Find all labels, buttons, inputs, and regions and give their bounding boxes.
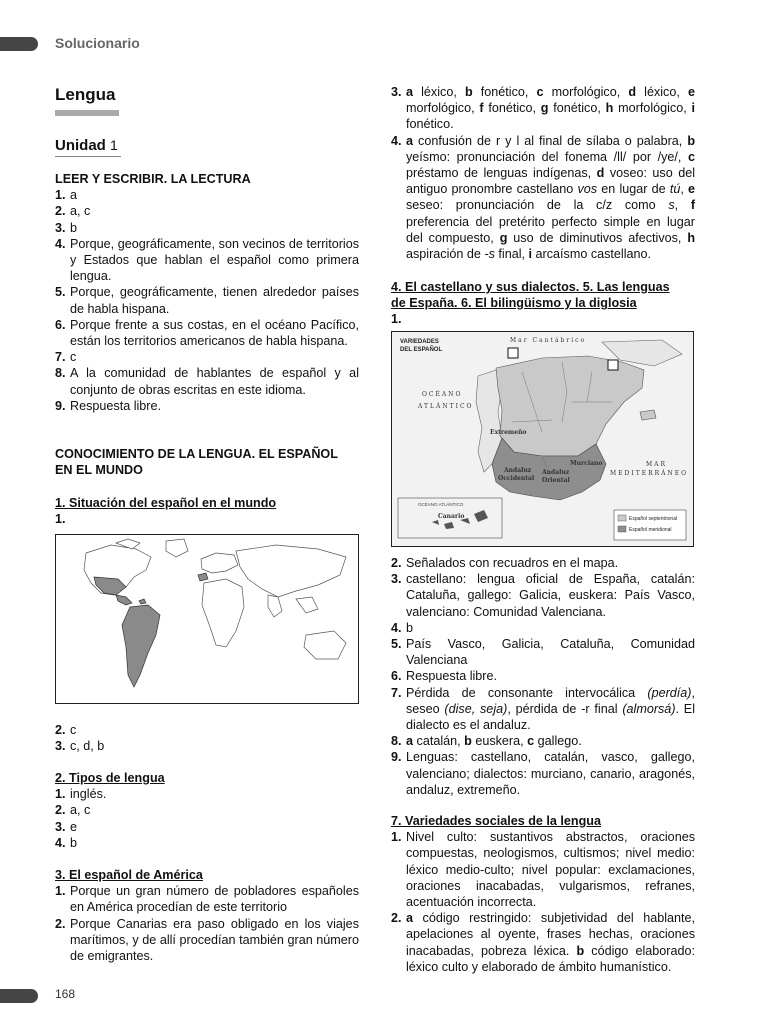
marker-square-galicia [508, 348, 518, 358]
social-title: 7. Variedades sociales de la lengua [391, 814, 602, 828]
dialects-title-line2: de España. 6. El bilingüismo y la diglosia [391, 296, 637, 311]
med-label-line2: MEDITERRÁNEO [610, 470, 689, 477]
types-title: 2. Tipos de lengua [55, 771, 165, 785]
language-title-line1: CONOCIMIENTO DE LA LENGUA. EL ESPAÑOL [55, 447, 338, 461]
list-item: 2. Señalados con recuadros en el mapa. [391, 556, 619, 570]
situation-item-number: 1. [55, 512, 66, 527]
types-section [55, 770, 359, 851]
list-item: 6. Respuesta libre. [391, 669, 498, 684]
list-item: 5. Porque, geográficamente, tienen alrededor países de habla hispana. [55, 285, 359, 316]
list-item: 3. e [55, 819, 78, 834]
list-item: 2. a, c [55, 204, 91, 219]
dialects-title-line1: 4. El castellano y sus dialectos. 5. Las lenguas [391, 280, 670, 294]
ocean-label-line2: ATLÁNTICO [418, 403, 474, 410]
label-murciano: Murciano [570, 460, 603, 467]
dialects-item-number: 1. [391, 312, 402, 327]
unit-heading [55, 137, 121, 157]
language-section [55, 446, 359, 478]
marker-square-catalonia [608, 360, 618, 370]
list-item: 9. Respuesta libre. [55, 398, 162, 413]
list-item: 1. inglés. [55, 787, 107, 802]
dialects-answers [391, 555, 695, 798]
dialects-section [391, 279, 695, 328]
inset-ocean-label: OCÉANO ATLÁNTICO [418, 502, 464, 507]
list-item: 2. c [55, 723, 77, 737]
list-item: 5. País Vasco, Galicia, Cataluña, Comunidad Valenciana [391, 637, 695, 668]
social-section [391, 813, 695, 975]
list-item: 7. c [55, 350, 77, 365]
med-label-line1: MAR [646, 461, 667, 468]
page-number: 168 [55, 987, 76, 1001]
map-title-line2: DEL ESPAÑOL [400, 347, 443, 353]
language-title-line2: EN EL MUNDO [55, 463, 143, 478]
list-item: 2. Porque Canarias era paso obligado en los viajes marítimos, y de allí procedían también gran número de emigrantes. [55, 916, 359, 964]
label-andaluz-occ-1: Andaluz [504, 467, 532, 474]
list-item: 1. Porque un gran número de pobladores españoles en América procedían de este territorio [55, 884, 359, 915]
footer-tab [0, 989, 38, 1003]
unit-number: 1 [110, 137, 118, 153]
list-item: 3. a léxico, b fonético, c morfológico, d léxico, e morfológico, f fonético, g fonético, h morfológico, i fonético. [391, 85, 695, 132]
unit-label: Unidad [55, 137, 106, 154]
label-canario: Canario [438, 513, 465, 520]
list-item: 4. a confusión de r y l al final de sílaba o palabra, b yeísmo: pronunciación del fonema /ll/ por /ye/, c préstamo de lenguas indígenas, d voseo: uso del antiguo pronombre castellano vos en lugar de tú, e seseo: pronunciación de la c/z como s, f preferencia del pretérito perfecto simple en lugar del compuesto, g uso de diminutivos afectivos, h aspiración de -s final, i arcaísmo castellano. [391, 133, 696, 262]
map-title-line1: VARIEDADES [400, 339, 439, 345]
section-heading: Lengua [55, 85, 116, 104]
right-items-3-4 [391, 84, 695, 262]
america-title: 3. El español de América [55, 868, 203, 882]
list-item: 2. a, c [55, 803, 91, 818]
situation-section [55, 495, 359, 527]
legend-south: Español meridional [629, 527, 672, 533]
list-item: 6. Porque frente a sus costas, en el océano Pacífico, están los territorios americanos de habla hispana. [55, 317, 359, 349]
sea-north-label: Mar Cantábrico [510, 337, 587, 344]
list-item: 1. a [55, 188, 78, 203]
list-item: 4. b [391, 620, 414, 635]
situation-answers [55, 722, 359, 754]
situation-title: 1. Situación del español en el mundo [55, 496, 277, 510]
list-item: 3. b [55, 220, 78, 235]
label-andaluz-or-2: Oriental [542, 477, 570, 484]
map-legend [614, 510, 686, 540]
list-item: 2. a código restringido: subjetividad del hablante, apelaciones al oyente, frases hechas, oraciones inacabadas, pobreza léxica. b código elaborado: léxico culto y elaborado de ámbito humanístico. [391, 911, 696, 974]
list-item: 3. c, d, b [55, 739, 105, 754]
spain-dialect-map [392, 332, 693, 546]
list-item: 8. A la comunidad de hablantes de español y al conjunto de obras escritas en este idioma. [55, 366, 359, 397]
label-andaluz-or-1: Andaluz [542, 469, 570, 476]
list-item: 9. Lenguas: castellano, catalán, vasco, gallego, valenciano; dialectos: murciano, canario, aragonés, andaluz, extremeño. [391, 750, 695, 797]
list-item: 1. Nivel culto: sustantivos abstractos, oraciones compuestas, neologismos, cultismos; nivel medio: léxico medio-culto; nivel popular: exclamaciones, oraciones inacabadas, vulgarismos, refranes, acentuación incorrecta. [391, 830, 695, 910]
world-map [55, 534, 359, 704]
legend-north: Español septentrional [629, 516, 678, 522]
heading-rule [55, 110, 119, 116]
list-item: 4. b [55, 835, 78, 850]
america-section [55, 867, 359, 964]
running-title: Solucionario [55, 35, 140, 51]
ocean-label-line1: OCÉANO [422, 391, 463, 398]
label-andaluz-occ-2: Occidental [498, 475, 535, 482]
list-item: 4. Porque, geográficamente, son vecinos de territorios y Estados que hablan el español como primera lengua. [55, 236, 359, 284]
list-item: 7. Pérdida de consonante intervocálica (perdía), seseo (dise, seja), pérdida de -r final (almorsá). El dialecto es el andaluz. [391, 685, 696, 733]
header-tab [0, 37, 38, 51]
reading-section [55, 171, 359, 414]
reading-title: LEER Y ESCRIBIR. LA LECTURA [55, 172, 251, 186]
world-map-illustration [56, 535, 358, 703]
list-item: 8. a catalán, b euskera, c gallego. [391, 734, 582, 749]
spain-map [391, 331, 694, 547]
list-item: 3. castellano: lengua oficial de España, catalán: Cataluña, gallego: Galicia, euskera: País Vasco, valenciano: Comunidad Valenciana. [391, 572, 695, 619]
label-extremeno: Extremeño [490, 429, 527, 436]
